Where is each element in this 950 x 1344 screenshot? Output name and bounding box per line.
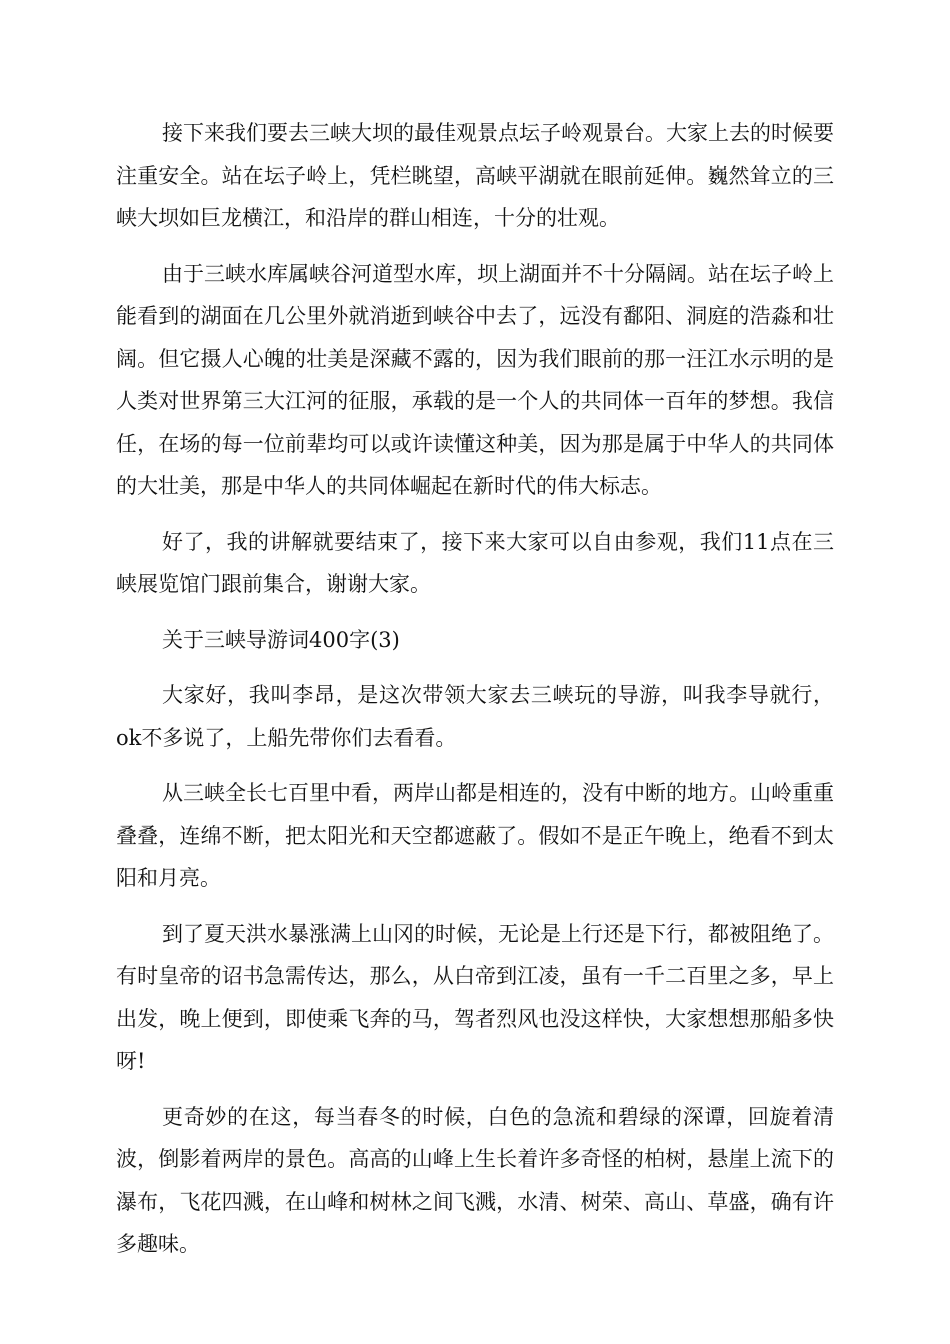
paragraph-reservoir: 由于三峡水库属峡谷河道型水库，坝上湖面并不十分隔阔。站在坛子岭上能看到的湖面在几公里外就消逝到峡谷中去了，远没有鄱阳、洞庭的浩淼和壮阔。但它摄人心魄的壮美是深藏不露的，因为我们眼前的那一汪江水示明的是人类对世界第三大江河的征服，承载的是一个人的共同体一百年的梦想。我信任，在场的每一位前辈均可以或许读懂这种美，因为那是属于中华人的共同体的大壮美，那是中华人的共同体崛起在新时代的伟大标志。 xyxy=(116,261,834,498)
paragraph-mountains: 从三峡全长七百里中看，两岸山都是相连的，没有中断的地方。山岭重重叠叠，连绵不断，把太阳光和天空都遮蔽了。假如不是正午晚上，绝看不到太阳和月亮。 xyxy=(116,781,834,890)
section-heading: 关于三峡导游词400字(3) xyxy=(162,627,400,652)
paragraph-observation-deck: 接下来我们要去三峡大坝的最佳观景点坛子岭观景台。大家上去的时候要注重安全。站在坛子岭上，凭栏眺望，高峡平湖就在眼前延伸。巍然耸立的三峡大坝如巨龙横江，和沿岸的群山相连，十分的壮观。 xyxy=(116,121,834,230)
paragraph-greeting: 大家好，我叫李昂，是这次带领大家去三峡玩的导游，叫我李导就行，ok不多说了，上船先带你们去看看。 xyxy=(116,683,834,750)
document-body xyxy=(116,112,834,1279)
paragraph-closing: 好了，我的讲解就要结束了，接下来大家可以自由参观，我们11点在三峡展览馆门跟前集合，谢谢大家。 xyxy=(116,529,834,596)
paragraph-spring-winter: 更奇妙的在这，每当春冬的时候，白色的急流和碧绿的深谭，回旋着清波，倒影着两岸的景色。高高的山峰上生长着许多奇怪的柏树，悬崖上流下的瀑布，飞花四溅，在山峰和树林之间飞溅，水清、树荣、高山、草盛，确有许多趣味。 xyxy=(116,1104,834,1256)
paragraph-summer-flood: 到了夏天洪水暴涨满上山冈的时候，无论是上行还是下行，都被阻绝了。有时皇帝的诏书急需传达，那么，从白帝到江凌，虽有一千二百里之多，早上出发，晚上便到，即使乘飞奔的马，驾者烈风也没这样快，大家想想那船多快呀! xyxy=(116,921,834,1073)
